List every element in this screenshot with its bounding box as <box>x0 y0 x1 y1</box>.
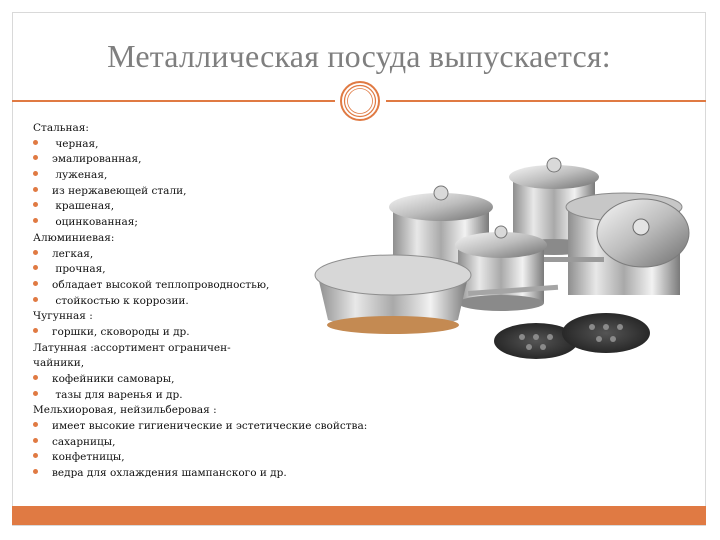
line-text: Алюминиевая: <box>33 231 115 244</box>
line-text: оцинкованная; <box>52 216 138 229</box>
line-text: из нержавеющей стали, <box>52 184 187 197</box>
bullet-dot-icon <box>33 187 38 192</box>
line-text: легкая, <box>52 247 94 260</box>
slide-title: Металлическая посуда выпускается: <box>107 38 611 74</box>
title-rule-left <box>12 100 335 102</box>
bullet-dot-icon <box>33 171 38 176</box>
bullet-dot-icon <box>33 375 38 380</box>
bullet-item <box>33 435 453 451</box>
line-text: крашеная, <box>52 200 115 213</box>
bullet-dot-icon <box>33 250 38 255</box>
footer-accent-bar <box>12 506 706 525</box>
line-text: Латунная :ассортимент ограничен- <box>33 341 231 354</box>
bullet-item <box>33 466 453 482</box>
list-heading <box>33 403 453 419</box>
bullet-item <box>33 388 453 404</box>
line-text: луженая, <box>52 169 108 182</box>
bullet-dot-icon <box>33 218 38 223</box>
bullet-dot-icon <box>33 140 38 145</box>
bullet-dot-icon <box>33 453 38 458</box>
bullet-item <box>33 372 453 388</box>
line-text: кофейники самовары, <box>52 373 175 385</box>
bullet-item <box>33 450 453 466</box>
line-text: имеет высокие гигиенические и эстетические свойства: <box>52 420 368 433</box>
line-text: сахарницы, <box>52 435 116 448</box>
bullet-dot-icon <box>33 328 38 333</box>
line-text: Чугунная : <box>33 310 93 323</box>
bullet-dot-icon <box>33 391 38 396</box>
line-text: Мельхиоровая, нейзильберовая : <box>33 404 217 417</box>
line-text: ведра для охлаждения шампанского и др. <box>52 467 287 480</box>
bullet-dot-icon <box>33 469 38 474</box>
line-text: чайники, <box>33 357 85 370</box>
bullet-dot-icon <box>33 281 38 286</box>
title-rule-right <box>386 100 706 102</box>
line-text: эмалированная, <box>52 153 142 166</box>
line-text: стойкостью к коррозии. <box>52 294 189 307</box>
bullet-item <box>33 419 453 435</box>
line-text: черная, <box>52 137 99 150</box>
bullet-dot-icon <box>33 297 38 302</box>
bullet-dot-icon <box>33 438 38 443</box>
line-text: конфетницы, <box>52 451 125 464</box>
bullet-dot-icon <box>33 155 38 160</box>
line-text: горшки, сковороды и др. <box>52 325 190 338</box>
cookware-set-photo-icon <box>308 115 698 363</box>
bullet-dot-icon <box>33 422 38 427</box>
bullet-dot-icon <box>33 202 38 207</box>
line-text: тазы для варенья и др. <box>52 388 183 401</box>
line-text: Стальная: <box>33 122 89 134</box>
bullet-dot-icon <box>33 265 38 270</box>
line-text: прочная, <box>52 263 106 276</box>
line-text: обладает высокой теплопроводностью, <box>52 278 270 291</box>
